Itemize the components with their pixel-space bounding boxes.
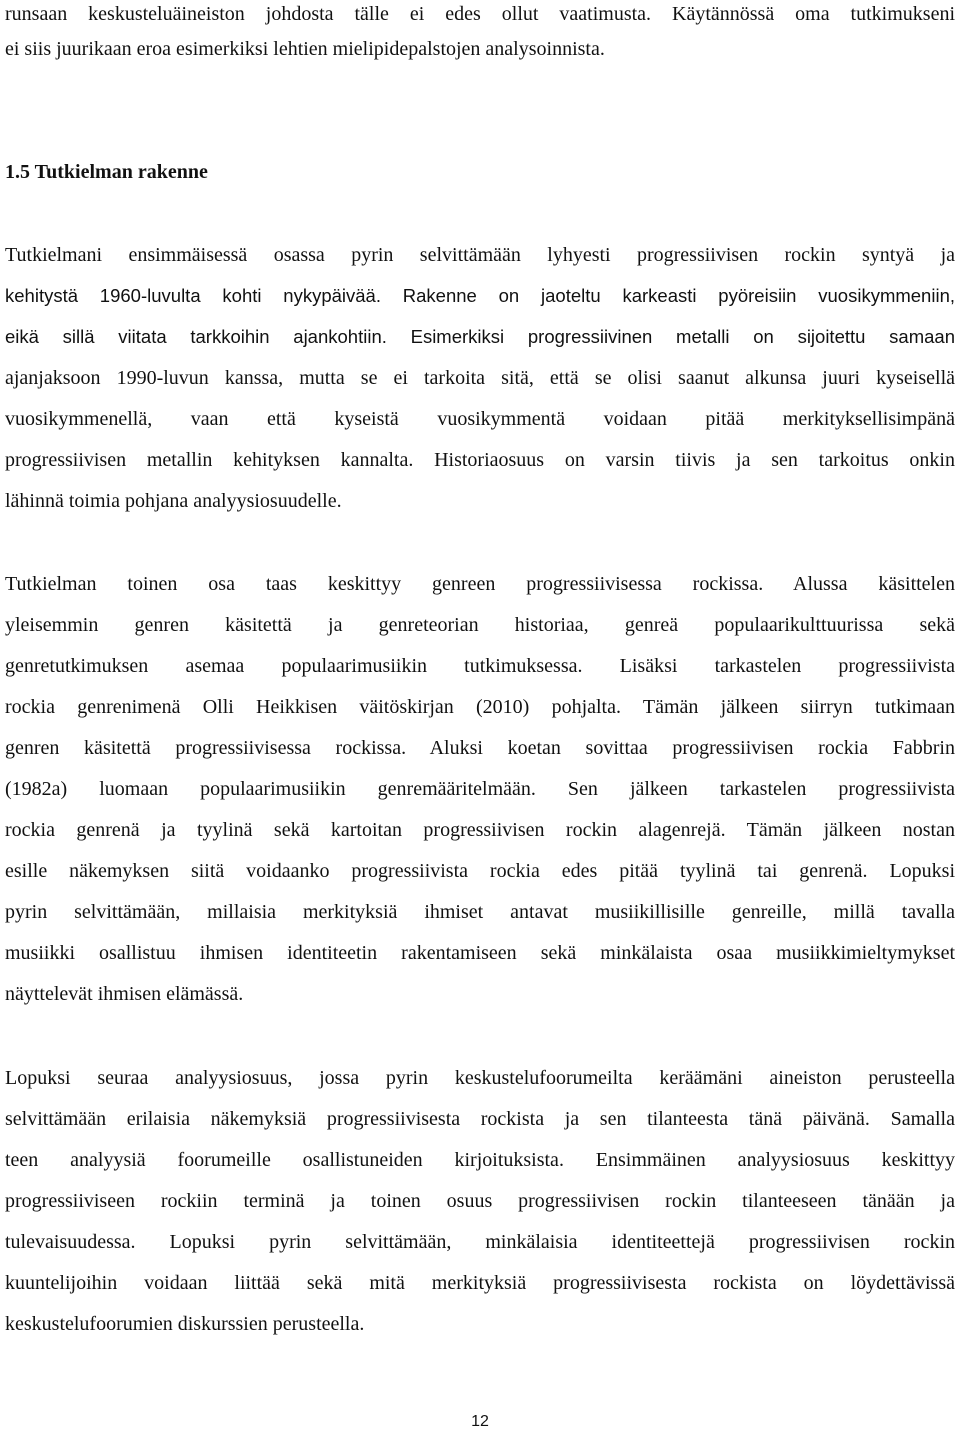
text-line: ei siis juurikaan eroa esimerkiksi lehtien mielipidepalstojen analysoinnista. xyxy=(5,38,605,60)
text-line: ajanjaksoon 1990-luvun kanssa, mutta se ei tarkoita sitä, että se olisi saanut alkunsa juuri kyseisellä xyxy=(5,367,955,389)
text-line: rockia genrenä ja tyylinä sekä kartoitan progressiivisen rockin alagenrejä. Tämän jälkeen nostan xyxy=(5,819,955,841)
text-line: (1982a) luomaan populaarimusiikin genremääritelmään. Sen jälkeen tarkastelen progressiivista xyxy=(5,778,955,800)
page-number: 12 xyxy=(471,1413,489,1430)
document-page xyxy=(5,0,955,1432)
text-line: tulevaisuudessa. Lopuksi pyrin selvittämään, minkälaisia identiteettejä progressiivisen rockin xyxy=(5,1231,955,1253)
text-line: yleisemmin genren käsitettä ja genreteorian historiaa, genreä populaarikulttuurissa sekä xyxy=(5,614,955,636)
text-line: musiikki osallistuu ihmisen identiteetin rakentamiseen sekä minkälaista osaa musiikkimieltymykset xyxy=(5,942,955,964)
text-line: pyrin selvittämään, millaisia merkityksiä ihmiset antavat musiikillisille genreille, millä tavalla xyxy=(5,901,955,923)
text-line: näyttelevät ihmisen elämässä. xyxy=(5,983,244,1005)
text-line: eikä sillä viitata tarkkoihin ajankohtiin. Esimerkiksi progressiivinen metalli on sijoitettu samaan xyxy=(5,326,955,347)
text-line: rockia genrenimenä Olli Heikkisen väitöskirjan (2010) pohjalta. Tämän jälkeen siirryn tutkimaan xyxy=(5,696,955,718)
text-line: Lopuksi seuraa analyysiosuus, jossa pyrin keskustelufoorumeilta keräämäni aineiston perusteella xyxy=(5,1067,955,1089)
text-line: esille näkemyksen siitä voidaanko progressiivista rockia edes pitää tyylinä tai genrenä. Lopuksi xyxy=(5,860,955,882)
text-line: progressiiviseen rockiin terminä ja toinen osuus progressiivisen rockin tilanteeseen tänään ja xyxy=(5,1190,955,1212)
text-line: keskustelufoorumien diskurssien perusteella. xyxy=(5,1313,365,1335)
text-line: selvittämään erilaisia näkemyksiä progressiivisesta rockista ja sen tilanteesta tänä päivänä. Samalla xyxy=(5,1108,955,1130)
text-line: vuosikymmenellä, vaan että kyseistä vuosikymmentä voidaan pitää merkityksellisimpänä xyxy=(5,408,955,430)
text-line: Tutkielman toinen osa taas keskittyy genreen progressiivisessa rockissa. Alussa käsittelen xyxy=(5,573,955,595)
text-line: kehitystä 1960-luvulta kohti nykypäivää. Rakenne on jaoteltu karkeasti pyöreisiin vuosikymmeniin, xyxy=(5,285,955,306)
text-line: genren käsitettä progressiivisessa rockissa. Aluksi koetan sovittaa progressiivisen rockia Fabbrin xyxy=(5,737,955,759)
text-line: runsaan keskusteluäineiston johdosta tälle ei edes ollut vaatimusta. Käytännössä oma tutkimukseni xyxy=(5,3,955,25)
text-line: teen analyysiä foorumeille osallistuneiden kirjoituksista. Ensimmäinen analyysiosuus keskittyy xyxy=(5,1149,955,1171)
text-line: progressiivisen metallin kehityksen kannalta. Historiaosuus on varsin tiivis ja sen tarkoitus onkin xyxy=(5,449,955,471)
text-line: Tutkielmani ensimmäisessä osassa pyrin selvittämään lyhyesti progressiivisen rockin syntyä ja xyxy=(5,244,955,266)
text-line: kuuntelijoihin voidaan liittää sekä mitä merkityksiä progressiivisesta rockista on löydettävissä xyxy=(5,1272,955,1294)
text-line: genretutkimuksen asemaa populaarimusiikin tutkimuksessa. Lisäksi tarkastelen progressiivista xyxy=(5,655,955,677)
text-line: lähinnä toimia pohjana analyysiosuudelle. xyxy=(5,490,342,512)
section-heading: 1.5 Tutkielman rakenne xyxy=(5,161,208,183)
